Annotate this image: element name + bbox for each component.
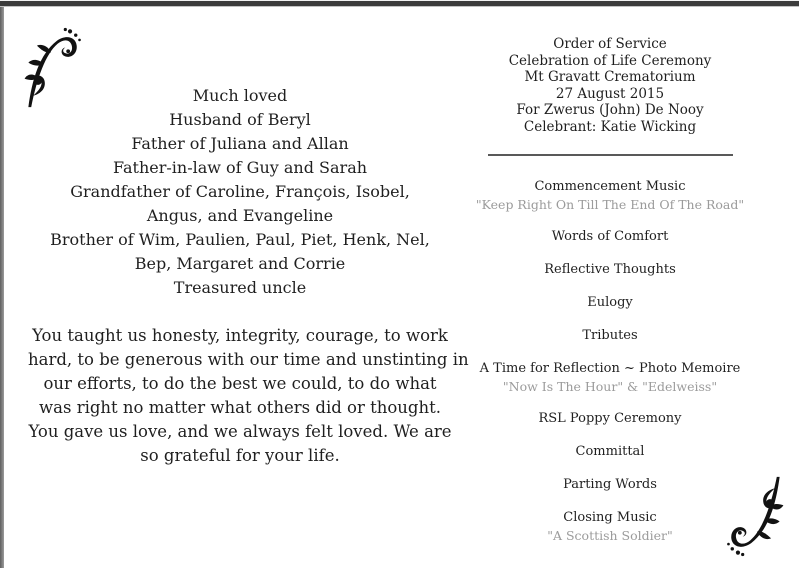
service-item [452,294,768,311]
tribute-line: was right no matter what others did or thought. [39,398,441,417]
header-divider-line [488,154,733,156]
tribute-line: so grateful for your life. [140,446,340,465]
service-header-line: Celebration of Life Ceremony [508,52,712,69]
service-item-title: Parting Words [563,477,657,492]
dedication-lines [28,84,452,300]
dedication-line: Treasured uncle [173,278,307,297]
tribute-line: hard, to be generous with our time and unstinting in [28,350,469,369]
service-item [452,476,768,493]
dedication-line: Husband of Beryl [169,110,311,129]
tribute-line: our efforts, to do the best we could, to do what [43,374,437,393]
service-item [452,228,768,245]
service-items [452,178,768,543]
service-item-song: "Now Is The Hour" & "Edelweiss" [502,379,718,394]
service-header-line: Mt Gravatt Crematorium [524,69,696,85]
service-item-title: Words of Comfort [551,229,669,244]
window-left-edge [0,7,4,568]
dedication-line: Grandfather of Caroline, François, Isobel, [70,182,410,201]
service-header [452,36,768,135]
service-header-line: For Zwerus (John) De Nooy [516,102,704,118]
service-item [452,261,768,278]
service-item [452,509,768,543]
dedication-line: Bep, Margaret and Corrie [134,254,346,273]
service-header-line: Celebrant: Katie Wicking [523,118,697,135]
service-item-title: Commencement Music [534,179,686,194]
service-item [452,410,768,427]
service-item-title: Closing Music [563,510,657,525]
left-page [28,84,469,468]
dedication-line: Father-in-law of Guy and Sarah [112,158,368,177]
window-top-edge [0,0,799,7]
right-page [452,36,768,543]
service-item-song: "A Scottish Soldier" [547,528,673,543]
tribute-line: You taught us honesty, integrity, courage, to work [32,326,448,345]
dedication-line: Much loved [192,86,288,105]
service-item-title: Tributes [582,328,638,343]
dedication-line: Brother of Wim, Paulien, Paul, Piet, Henk, Nel, [50,230,430,249]
service-item [452,360,768,394]
service-header-line: 27 August 2015 [555,85,665,102]
service-item-title: RSL Poppy Ceremony [538,411,682,426]
tribute-line: You gave us love, and we always felt loved. We are [28,422,452,441]
service-item-title: Committal [575,444,645,459]
service-header-line: Order of Service [553,36,667,52]
tribute-paragraph [28,324,469,468]
service-item [452,178,768,212]
service-item-title: Eulogy [587,295,633,310]
dedication-line: Angus, and Evangeline [146,206,334,225]
service-item-title: Reflective Thoughts [544,262,676,277]
service-item-title: A Time for Reflection ~ Photo Memoire [479,361,741,376]
service-item [452,443,768,460]
dedication-line: Father of Juliana and Allan [131,134,349,153]
service-item [452,327,768,344]
service-item-song: "Keep Right On Till The End Of The Road" [475,197,745,212]
